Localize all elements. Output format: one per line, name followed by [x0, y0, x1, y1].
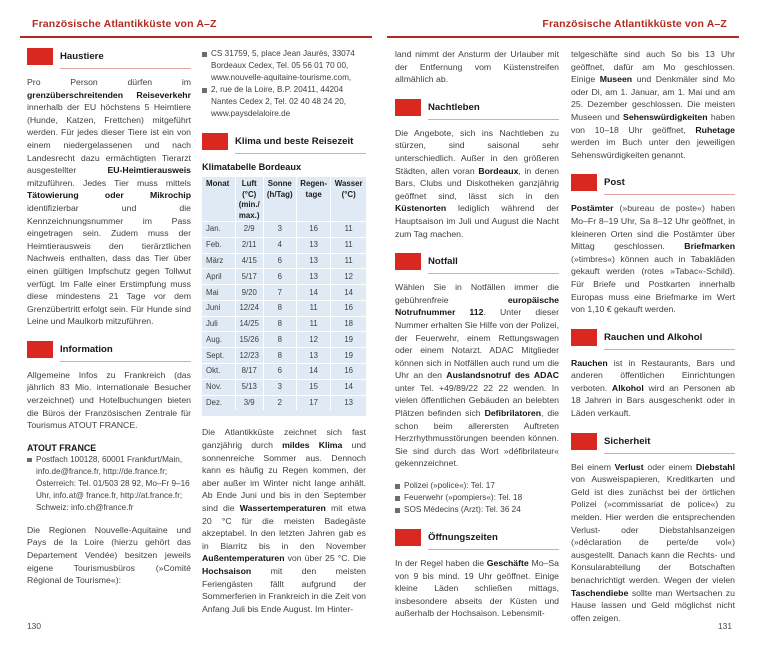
climate-header-cell: Luft	[235, 177, 263, 190]
section-divider	[604, 349, 735, 350]
atout-france-contact-list	[27, 454, 191, 514]
section-klima-title: Klima und beste Reisezeit	[235, 136, 354, 147]
climate-header-row-2	[202, 190, 366, 201]
section-oeffnungszeiten-head	[395, 529, 559, 546]
section-divider	[60, 68, 191, 69]
climate-cell: 16	[296, 222, 330, 238]
page-number-left: 130	[27, 621, 41, 631]
table-row	[202, 222, 366, 238]
climate-header-cell: (°C)	[235, 190, 263, 201]
section-marker-icon	[571, 329, 597, 346]
haustiere-paragraph: Pro Person dürfen im grenzüberschreitenden Reiseverkehr innerhalb der EU höchstens 5 Heimtiere (Hunde, Katzen, Frettchen) mitgeführt werden. Für jedes dieser Tiere ist ein von einem niedergelassenen und nach Landesrecht dazu ermächtigten Tierarzt ausgestellter EU-Heimtierausweis mitzuführen. Jedes Tier muss mittels Tätowierung oder Mikrochip identifizierbar und die Kennzeichnungsnummer im Pass eingetragen sein. Zudem muss der Heimtierausweis den tierärztlichen Nachweis enthalten, dass das Tier über einen gültigen Impfschutz gegen Tollwut verfügt. Im Falle einer Erstimpfung muss diese mindestens 21 Tage vor dem Grenzübertritt erfolgt sein. Für Hunde sind Leine und Maulkorb mitzuführen.	[27, 77, 191, 327]
section-divider	[604, 194, 735, 195]
list-item: Polizei (»police«): Tel. 17	[395, 480, 559, 492]
section-haustiere-title: Haustiere	[60, 51, 104, 62]
climate-header-cell: tage	[296, 190, 330, 201]
section-rauchen-alkohol	[571, 329, 735, 420]
climate-header-cell: Sonne	[263, 177, 296, 190]
sicherheit-paragraph: Bei einem Verlust oder einem Diebstahl von Ausweispapieren, Kreditkarten und Geld ist dies zunächst bei der örtlichen Polizei (»commissariat de police«) zu melden. Hier werden die entsprechenden Verlust- oder Diebstahlsanzeigen (»déclaration de perte/de vol«) ausgestellt. Danach kann die Rechts- und Konsularabteilung der Botschaften benachrichtigt werden. Wegen der vielen Taschendiebe sollte man Wertsachen zu Hause lassen und Geld möglichst nicht offen zeigen.	[571, 461, 735, 623]
climate-cell: April	[202, 269, 235, 285]
section-divider	[428, 549, 559, 550]
climate-header-row-4	[202, 211, 366, 222]
regional-offices-paragraph: Die Regionen Nouvelle-Aquitaine und Pays de la Loire (hierzu gehört das Departement Vendée) besitzen jeweils eigene Tourismusbüros (»Comité Régional de Tourisme«):	[27, 524, 191, 586]
table-row	[202, 285, 366, 301]
section-information	[27, 341, 191, 587]
section-marker-icon	[395, 529, 421, 546]
climate-cell: Mai	[202, 285, 235, 301]
climate-cell: Dez.	[202, 395, 235, 410]
section-notfall-title: Notfall	[428, 256, 458, 268]
climate-cell: 11	[331, 253, 366, 269]
climate-cell: Juli	[202, 316, 235, 332]
climate-cell: 13	[296, 348, 330, 364]
climate-header-row-1	[202, 177, 366, 190]
rauchen-paragraph: Rauchen ist in Restaurants, Bars und anderen öffentlichen Einrichtungen verboten. Alkohol wird an Personen ab 18 Jahren in Bars ausgeschenkt oder in Läden verkauft.	[571, 357, 735, 419]
running-head-right: Französische Atlantikküste von A–Z	[542, 18, 727, 30]
climate-cell: 3/9	[235, 395, 263, 410]
climate-cell: 8	[263, 300, 296, 316]
column-2	[202, 48, 366, 615]
table-row	[202, 253, 366, 269]
section-klima-head	[202, 133, 366, 150]
climate-cell: März	[202, 253, 235, 269]
section-divider	[235, 153, 366, 154]
climate-cell: 13	[296, 269, 330, 285]
climate-cell: 13	[331, 395, 366, 410]
climate-header-cell	[331, 200, 366, 211]
climate-cell: 19	[331, 332, 366, 348]
section-rauchen-title: Rauchen und Alkohol	[604, 331, 703, 343]
table-row	[202, 379, 366, 395]
climate-cell: 12	[331, 269, 366, 285]
climate-cell: 8	[263, 316, 296, 332]
table-row	[202, 332, 366, 348]
section-klima	[202, 133, 366, 615]
section-information-head	[27, 341, 191, 358]
climate-cell: 2/9	[235, 222, 263, 238]
section-sicherheit	[571, 433, 735, 625]
climate-header-cell: Monat	[202, 177, 235, 190]
list-item: SOS Médecins (Arzt): Tel. 36 24	[395, 504, 559, 516]
section-marker-icon	[27, 341, 53, 358]
table-row	[202, 300, 366, 316]
section-divider	[604, 453, 735, 454]
climate-cell: 13	[296, 237, 330, 253]
information-paragraph: Allgemeine Infos zu Frankreich (das jährlich 83 Mio. internationale Besucher verzeichnet) und Hotelbuchungen bieten die Büros der Französischen Zentrale für Tourismus ATOUT FRANCE.	[27, 369, 191, 431]
climate-table-wrapper	[202, 177, 366, 416]
section-rauchen-head	[571, 329, 735, 346]
section-nachtleben-head	[395, 99, 559, 116]
section-marker-icon	[395, 99, 421, 116]
section-haustiere	[27, 48, 191, 328]
climate-cell: 16	[331, 300, 366, 316]
table-row	[202, 269, 366, 285]
climate-cell: 6	[263, 364, 296, 380]
table-row	[202, 395, 366, 410]
section-sicherheit-title: Sicherheit	[604, 435, 651, 447]
climate-table	[202, 177, 366, 410]
climate-cell: 11	[331, 237, 366, 253]
column-4	[571, 48, 735, 624]
section-nachtleben	[395, 99, 559, 240]
climate-header-cell	[296, 211, 330, 222]
section-oeffnungszeiten-title: Öffnungszeiten	[428, 532, 498, 544]
climate-cell: 3	[263, 222, 296, 238]
emergency-number-list	[395, 480, 559, 516]
climate-header-cell	[296, 200, 330, 211]
list-item: 2, rue de la Loire, B.P. 20411, 44204 Nantes Cedex 2, Tel. 02 40 48 24 20, www.paysdelaloire.de	[202, 84, 366, 120]
climate-table-body	[202, 222, 366, 411]
climate-cell: 12/24	[235, 300, 263, 316]
section-nachtleben-title: Nachtleben	[428, 101, 480, 113]
header-rule-right	[387, 36, 739, 38]
section-notfall	[395, 253, 559, 516]
table-row	[202, 364, 366, 380]
column-1	[27, 48, 191, 587]
climate-cell: 18	[331, 316, 366, 332]
climate-cell: 14	[331, 379, 366, 395]
atout-france-heading: ATOUT FRANCE	[27, 442, 97, 453]
oeffnungszeiten-paragraph: In der Regel haben die Geschäfte Mo–Sa von 9 bis mind. 19 Uhr geöffnet. Einige kleine Läden schließen mittags, insbesondere abseits der Küsten und außerhalb der Hochsaison. Lebensmit-	[395, 558, 559, 619]
climate-cell: 17	[296, 395, 330, 410]
climate-header-cell	[202, 190, 235, 201]
notfall-paragraph: Wählen Sie in Notfällen immer die gebührenfreie europäische Notrufnummer 112. Unter dieser Nummer erhalten Sie Hilfe von der Polizei, der Feuerwehr, einem Rettungswagen oder einem Notarzt. ADAC Mitglieder können sich in Notfällen auch rund um die Uhr an den Auslandsnotruf des ADAC unter Tel. +49/89/22 22 22 wenden. In vielen öffentlichen Gebäuden an belebten Plätzen befinden sich Defibrilatoren, die schon beim allerersten Auftreten Herzrhythmusstörungen beenden können. Sie sind durch das Wort »défibrilateur« gekennzeichnet.	[395, 282, 559, 469]
climate-cell: 11	[296, 316, 330, 332]
post-paragraph: Postämter (»bureau de poste«) haben Mo–Fr 8–19 Uhr, Sa 8–12 Uhr geöffnet, in kleineren Orten sind die Postämter über Mittag geschlossen. Briefmarken (»timbres«) können auch in Tabakläden gekauft werden (rotes »Tabac«-Schild). Für Briefe und Postkarten innerhalb Europas muss eine Briefmarke im Wert von 1,10 € gekauft werden.	[571, 203, 735, 315]
climate-cell: 14	[296, 285, 330, 301]
climate-cell: 2/11	[235, 237, 263, 253]
climate-cell: 15	[296, 379, 330, 395]
climate-cell: 6	[263, 253, 296, 269]
climate-cell: 3	[263, 379, 296, 395]
climate-cell: 14	[296, 364, 330, 380]
climate-cell: 16	[331, 364, 366, 380]
climate-cell: Sept.	[202, 348, 235, 364]
climate-header-cell	[202, 200, 235, 211]
climate-cell: 15/26	[235, 332, 263, 348]
climate-cell: 8/17	[235, 364, 263, 380]
climate-cell: 13	[296, 253, 330, 269]
climate-cell: 4/15	[235, 253, 263, 269]
climate-cell: Aug.	[202, 332, 235, 348]
climate-cell: 14/25	[235, 316, 263, 332]
climate-cell: 2	[263, 395, 296, 410]
climate-header-cell: max.)	[235, 211, 263, 222]
section-marker-icon	[202, 133, 228, 150]
climate-cell: 4	[263, 237, 296, 253]
climate-cell: 8	[263, 348, 296, 364]
climate-cell: 14	[331, 285, 366, 301]
climate-header-cell: (h/Tag)	[263, 190, 296, 201]
climate-table-caption: Klimatabelle Bordeaux	[202, 162, 302, 172]
climate-cell: Feb.	[202, 237, 235, 253]
climate-table-head	[202, 177, 366, 222]
section-notfall-head	[395, 253, 559, 270]
section-divider	[428, 119, 559, 120]
climate-header-cell: (min./	[235, 200, 263, 211]
climate-cell: 12	[296, 332, 330, 348]
section-sicherheit-head	[571, 433, 735, 450]
section-information-title: Information	[60, 343, 113, 355]
section-marker-icon	[571, 433, 597, 450]
nachtleben-paragraph: Die Angebote, sich ins Nachtleben zu stürzen, sind saisonal sehr unterschiedlich. Außer in den größeren Städten, allen voran Bordeaux, in denen Bars, Clubs und Diskotheken ganzjährig geöffnet sind, lässt sich in den Küstenorten lediglich während der Hauptsaison im Juli und August die Nacht zum Tag machen.	[395, 127, 559, 239]
climate-cell: 11	[296, 300, 330, 316]
climate-cell: 6	[263, 269, 296, 285]
table-row	[202, 237, 366, 253]
climate-header-row-3	[202, 200, 366, 211]
climate-cell: 7	[263, 285, 296, 301]
climate-cell: 9/20	[235, 285, 263, 301]
section-oeffnungszeiten	[395, 529, 559, 620]
page-number-right: 131	[718, 621, 732, 631]
list-item: Feuerwehr (»pompiers«): Tel. 18	[395, 492, 559, 504]
climate-header-cell	[263, 200, 296, 211]
hochsaison-continuation: land nimmt der Ansturm der Urlauber mit der Entfernung vom Küstenstreifen allmählich ab.	[395, 49, 559, 85]
climate-cell: 5/17	[235, 269, 263, 285]
climate-cell: 11	[331, 222, 366, 238]
climate-cell: Jan.	[202, 222, 235, 238]
section-divider	[60, 361, 191, 362]
climate-header-cell	[202, 211, 235, 222]
climate-header-cell: (°C)	[341, 189, 356, 199]
section-divider	[428, 273, 559, 274]
section-marker-icon	[571, 174, 597, 191]
climate-cell: Juni	[202, 300, 235, 316]
section-marker-icon	[395, 253, 421, 270]
climate-cell: 19	[331, 348, 366, 364]
climate-header-cell	[331, 211, 366, 222]
climate-cell: Okt.	[202, 364, 235, 380]
climate-header-cell: Regen-	[296, 177, 330, 190]
list-item: Postfach 100128, 60001 Frankfurt/Main, info.de@france.fr, http://de.france.fr; Österreich: Tel. 01/503 28 92, Mo–Fr 9–16 Uhr, info.at@ france.fr, http://at.france.fr; Schweiz: info.ch@france.fr	[27, 454, 191, 514]
column-3	[395, 48, 559, 620]
header-rule-left	[20, 36, 372, 38]
climate-cell: 12/23	[235, 348, 263, 364]
section-post	[571, 174, 735, 315]
section-marker-icon	[27, 48, 53, 65]
climate-header-cell	[263, 211, 296, 222]
climate-cell: 8	[263, 332, 296, 348]
list-item: CS 31759, 5, place Jean Jaurès, 33074 Bordeaux Cedex, Tel. 05 56 01 70 00, www.nouvelle-aquitaine-tourisme.com,	[202, 48, 366, 84]
section-post-title: Post	[604, 177, 625, 189]
climate-header-cell: Wasser	[334, 179, 363, 188]
oeffnungszeiten-continuation: telgeschäfte sind auch So bis 13 Uhr geöffnet, dafür am Mo geschlossen. Einige Museen und Denkmäler sind Mo oder Di, am 1. Januar, am 1. Mai und am 25. Dezember geschlossen. Die meisten Museen und Sehenswürdigkeiten haben von 10–18 Uhr geöffnet, Ruhetage werden im Buch unter den jeweiligen Sehenswürdigkeiten genannt.	[571, 49, 735, 160]
section-post-head	[571, 174, 735, 191]
klima-paragraph: Die Atlantikküste zeichnet sich fast ganzjährig durch mildes Klima und sonnenreiche Sommer aus. Dennoch kann es häufig zu Regen kommen, der aber außer im Winter nicht lange anhält. Ab Ende Juni und bis in den September sind die Wassertemperaturen mit etwa 20 °C für die meisten Badegäste akzeptabel. In den letzten Jahren gab es in Biarritz bis in den November Außentemperaturen von über 25 °C. Die Hochsaison mit den meisten Feriengästen fällt aufgrund der Sommerferien in Frankreich in die Zeit von Anfang Juli bis Ende August. Im Hinter-	[202, 427, 367, 614]
climate-cell: 5/13	[235, 379, 263, 395]
section-haustiere-head	[27, 48, 191, 65]
table-row	[202, 316, 366, 332]
running-head-left: Französische Atlantikküste von A–Z	[32, 18, 217, 30]
climate-cell: Nov.	[202, 379, 235, 395]
regional-tourism-contacts	[202, 48, 366, 120]
table-row	[202, 348, 366, 364]
page-spine	[379, 0, 380, 648]
